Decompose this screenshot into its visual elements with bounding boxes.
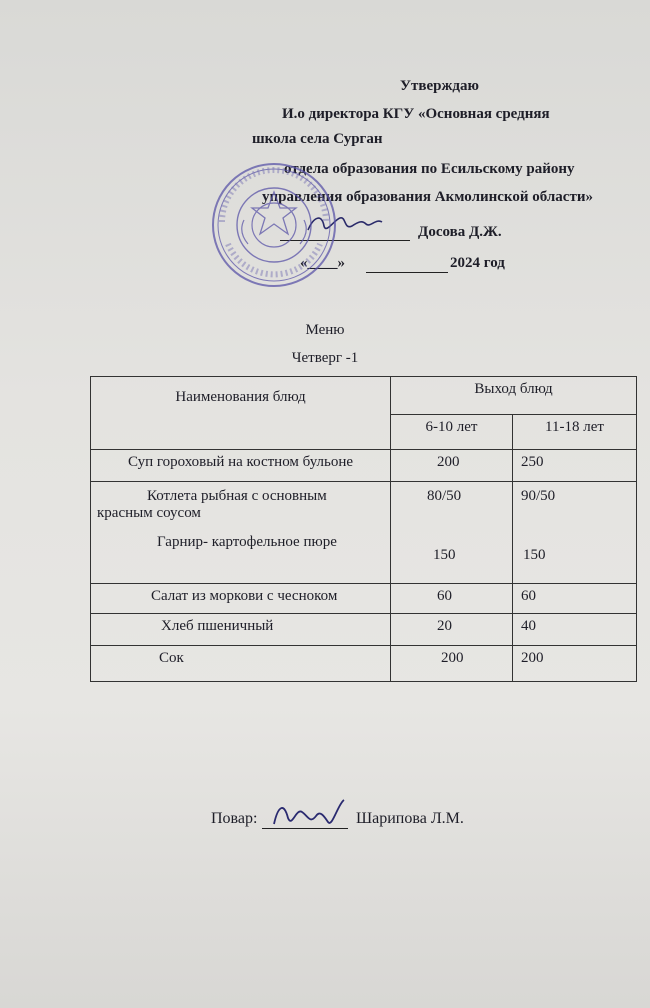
approval-line-3: отдела образования по Есильскому району: [284, 161, 575, 177]
table-header-row: [91, 377, 637, 415]
cook-signature: [268, 794, 358, 834]
cook-label: Повар:: [211, 810, 258, 827]
table-row: [91, 482, 637, 584]
cook-signature-line: [262, 810, 348, 829]
column-header-dish-name: Наименования блюд: [91, 377, 391, 450]
dish-output-6-10: 200: [391, 450, 513, 482]
menu-table: [90, 376, 637, 682]
dish-name: Хлеб пшеничный: [91, 614, 391, 646]
approval-line-4: управления образования Акмолинской области»: [262, 189, 593, 205]
garnish-name: Гарнир- картофельное пюре: [157, 534, 337, 550]
dish-output-6-10: 200: [391, 646, 513, 682]
table-row: [91, 584, 637, 614]
table-row: [91, 450, 637, 482]
approval-date-blank: [366, 256, 448, 273]
dish-name: Суп гороховый на костном бульоне: [91, 450, 391, 482]
dish-output-6-10: 80/50: [427, 488, 462, 504]
approval-line-1: И.о директора КГУ «Основная средняя: [282, 106, 550, 122]
dish-output-11-18: 60: [513, 584, 637, 614]
dish-output-6-10: 20: [391, 614, 513, 646]
approval-line-2: школа села Сурган: [252, 131, 383, 147]
dish-name-line-2: красным соусом: [97, 505, 201, 521]
dish-cell: [91, 482, 391, 584]
cook-name: Шарипова Л.М.: [356, 810, 464, 827]
table-row: [91, 614, 637, 646]
dish-output-11-18: 40: [513, 614, 637, 646]
dish-output-6-10-cell: [391, 482, 513, 584]
approval-year: 2024 год: [450, 255, 505, 271]
dish-output-11-18-cell: [513, 482, 637, 584]
column-header-age-6-10: 6-10 лет: [391, 414, 513, 449]
column-header-age-11-18: 11-18 лет: [513, 414, 637, 449]
dish-output-11-18: 200: [513, 646, 637, 682]
approval-title: Утверждаю: [400, 78, 479, 94]
menu-day: Четверг -1: [291, 350, 359, 366]
dish-output-6-10: 60: [391, 584, 513, 614]
director-name: Досова Д.Ж.: [418, 224, 502, 240]
dish-name: Сок: [91, 646, 391, 682]
garnish-output-6-10: 150: [433, 547, 456, 563]
dish-name-line-1: Котлета рыбная с основным: [147, 488, 327, 504]
garnish-output-11-18: 150: [523, 547, 546, 563]
dish-output-11-18: 250: [513, 450, 637, 482]
dish-output-11-18: 90/50: [521, 488, 556, 504]
column-header-output: Выход блюд: [391, 377, 637, 415]
official-seal-stamp: [208, 160, 340, 290]
menu-title: Меню: [305, 322, 345, 338]
approval-date-prefix: «____»: [300, 255, 345, 271]
table-row: [91, 646, 637, 682]
dish-name: Салат из моркови с чесноком: [91, 584, 391, 614]
